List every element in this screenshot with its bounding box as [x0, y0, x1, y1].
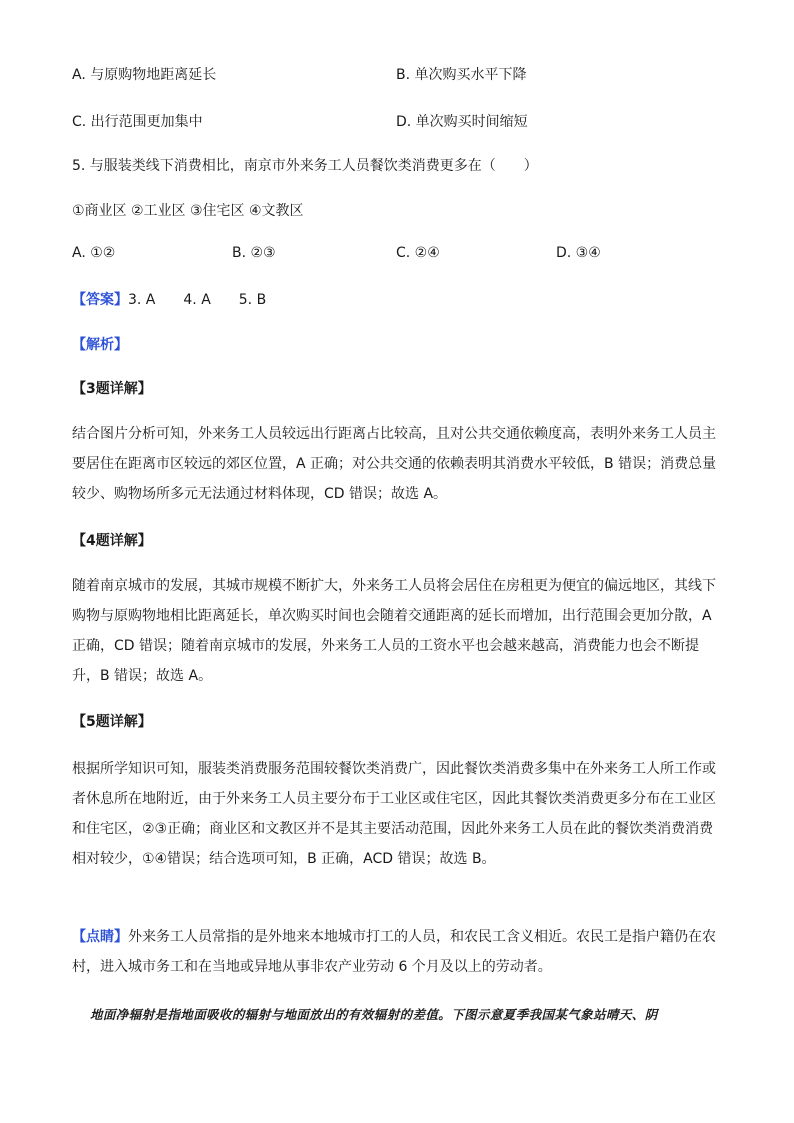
- answer-label: 【答案】: [72, 292, 128, 308]
- analysis-label: 【解析】: [72, 337, 128, 353]
- q3-line-3: 较少、购物场所多元无法通过材料体现，CD 错误；故选 A。: [72, 486, 448, 502]
- q4-line-2: 购物与原购物地相比距离延长，单次购买时间也会随着交通距离的延长而增加，出行范围会更加分散，A: [72, 608, 712, 624]
- answer-text: 3. A 4. A 5. B: [128, 292, 267, 308]
- q3-detail-heading: 【3题详解】: [72, 381, 152, 397]
- tip-label: 【点睛】: [72, 929, 128, 945]
- option-5d: D. ③④: [556, 245, 601, 261]
- tip-line-2: 村，进入城市务工和在当地或异地从事非农产业劳动 6 个月及以上的劳动者。: [72, 959, 552, 975]
- question-5-items: ①商业区 ②工业区 ③住宅区 ④文教区: [72, 203, 304, 219]
- q5-line-4: 相对较少，①④错误；结合选项可知，B 正确，ACD 错误；故选 B。: [72, 851, 496, 867]
- q3-line-1: 结合图片分析可知，外来务工人员较远出行距离占比较高，且对公共交通依赖度高，表明外来务工人员主: [72, 426, 716, 442]
- q4-line-4: 升，B 错误；故选 A。: [72, 668, 213, 684]
- option-4d: D. 单次购买时间缩短: [396, 114, 528, 130]
- q5-line-1: 根据所学知识可知，服装类消费服务范围较餐饮类消费广，因此餐饮类消费多集中在外来务工人所工作或: [72, 761, 716, 777]
- q4-line-3: 正确，CD 错误；随着南京城市的发展，外来务工人员的工资水平也会越来越高，消费能力也会不断提: [72, 638, 700, 654]
- question-5-stem: 5. 与服装类线下消费相比，南京市外来务工人员餐饮类消费更多在（ ）: [72, 158, 538, 174]
- q4-line-1: 随着南京城市的发展，其城市规模不断扩大，外来务工人员将会居住在房租更为便宜的偏远地区，其线下: [72, 578, 716, 594]
- option-5c: C. ②④: [396, 245, 440, 261]
- option-5b: B. ②③: [232, 245, 276, 261]
- q5-detail-heading: 【5题详解】: [72, 714, 152, 730]
- q5-line-2: 者休息所在地附近，由于外来务工人员主要分布于工业区或住宅区，因此其餐饮类消费更多分布在工业区: [72, 791, 716, 807]
- q5-line-3: 和住宅区，②③正确；商业区和文教区并不是其主要活动范围，因此外来务工人员在此的餐饮类消费消费: [72, 821, 714, 837]
- q5-detail-paragraph: [72, 754, 724, 874]
- tip-text-1: 外来务工人员常指的是外地来本地城市打工的人员，和农民工含义相近。农民工是指户籍仍在农: [128, 929, 716, 945]
- q4-detail-heading: 【4题详解】: [72, 533, 152, 549]
- tip-paragraph: [72, 922, 724, 982]
- option-4b: B. 单次购买水平下降: [396, 67, 527, 83]
- answer-line: [72, 289, 266, 309]
- tip-line-1: [72, 922, 724, 952]
- next-question-intro: 地面净辐射是指地面吸收的辐射与地面放出的有效辐射的差值。下图示意夏季我国某气象站晴天、阴: [90, 1007, 658, 1022]
- q3-line-2: 要居住在距离市区较远的郊区位置，A 正确；对公共交通的依赖表明其消费水平较低，B 错误；消费总量: [72, 456, 717, 472]
- q3-detail-paragraph: [72, 419, 724, 509]
- option-4c: C. 出行范围更加集中: [72, 114, 203, 130]
- option-5a: A. ①②: [72, 245, 116, 261]
- option-4a: A. 与原购物地距离延长: [72, 67, 217, 83]
- q4-detail-paragraph: [72, 571, 724, 691]
